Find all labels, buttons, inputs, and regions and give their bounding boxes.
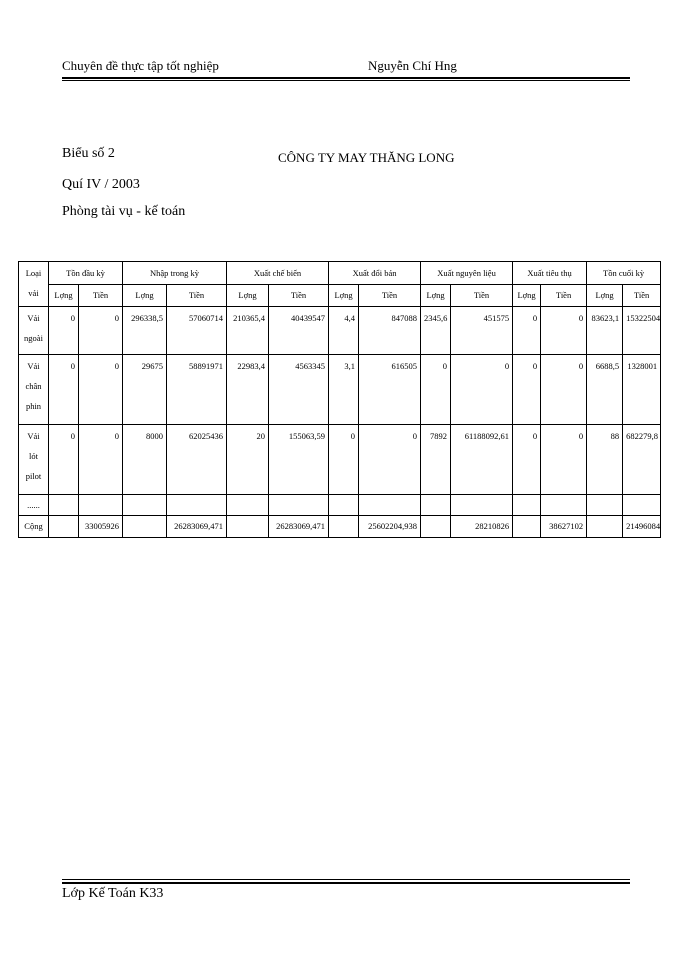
table-cell: 0 (79, 307, 123, 355)
empty-cell (513, 495, 541, 516)
table-cell: 15322504 (623, 307, 661, 355)
row-label-line: pilot (25, 471, 42, 481)
table-cell: 8000 (123, 425, 167, 495)
label-header-line: vải (28, 288, 39, 298)
row-label (19, 355, 49, 425)
qty-header: Lợng (227, 285, 269, 307)
row-label (19, 307, 49, 355)
row-label-line: Vải (27, 313, 40, 323)
header-title: Chuyên đề thực tập tốt nghiệp (62, 58, 219, 73)
qty-header: Lợng (123, 285, 167, 307)
table-cell: 83623,1 (587, 307, 623, 355)
amount-header: Tiền (623, 285, 661, 307)
amount-header: Tiền (541, 285, 587, 307)
total-cell (123, 516, 167, 538)
table-row (19, 355, 661, 425)
table-cell: 0 (79, 355, 123, 425)
table-cell: 62025436 (167, 425, 227, 495)
table-cell: 0 (421, 355, 451, 425)
table-cell: 0 (79, 425, 123, 495)
group-header: Tồn đầu kỳ (49, 262, 123, 285)
table-cell: 29675 (123, 355, 167, 425)
empty-cell (167, 495, 227, 516)
empty-cell (421, 495, 451, 516)
table-cell: 61188092,61 (451, 425, 513, 495)
table-cell: 0 (513, 307, 541, 355)
table-cell: 616505 (359, 355, 421, 425)
total-cell: 38627102 (541, 516, 587, 538)
empty-cell (541, 495, 587, 516)
table-cell: 210365,4 (227, 307, 269, 355)
group-header: Xuất đổi bán (329, 262, 421, 285)
table-cell: 155063,59 (269, 425, 329, 495)
amount-header: Tiền (359, 285, 421, 307)
table-cell: 0 (513, 355, 541, 425)
empty-cell (329, 495, 359, 516)
row-label-line: Vải (27, 431, 40, 441)
empty-cell (227, 495, 269, 516)
table-cell: 6688,5 (587, 355, 623, 425)
group-header: Xuất nguyên liệu (421, 262, 513, 285)
table-cell: 22983,4 (227, 355, 269, 425)
total-cell: 33005926 (79, 516, 123, 538)
table-cell: 0 (329, 425, 359, 495)
ellipsis-row (19, 495, 661, 516)
group-header: Xuất chế biến (227, 262, 329, 285)
total-cell (329, 516, 359, 538)
total-cell (49, 516, 79, 538)
total-cell: 26283069,471 (167, 516, 227, 538)
header-rule-thick (62, 77, 630, 79)
ellipsis-label: ...... (19, 495, 49, 516)
total-cell (513, 516, 541, 538)
row-label-line: chân (25, 381, 42, 391)
table-cell: 88 (587, 425, 623, 495)
row-label-line: phin (25, 401, 42, 411)
table-cell: 3,1 (329, 355, 359, 425)
row-label (19, 425, 49, 495)
header-row-groups (19, 262, 661, 285)
empty-cell (79, 495, 123, 516)
amount-header: Tiền (451, 285, 513, 307)
qty-header: Lợng (513, 285, 541, 307)
qty-header: Lợng (329, 285, 359, 307)
table-cell: 2345,6 (421, 307, 451, 355)
qty-header: Lợng (421, 285, 451, 307)
group-header: Nhập trong kỳ (123, 262, 227, 285)
qty-header: Lợng (587, 285, 623, 307)
total-cell: 21496084 (623, 516, 661, 538)
amount-header: Tiền (167, 285, 227, 307)
row-label-line: lót (29, 451, 38, 461)
total-cell: 25602204,938 (359, 516, 421, 538)
report-period: Quí IV / 2003 (62, 177, 140, 192)
table-cell: 0 (513, 425, 541, 495)
table-cell: 1328001 (623, 355, 661, 425)
form-number: Biểu số 2 (62, 146, 115, 161)
department: Phòng tài vụ - kế toán (62, 204, 186, 219)
table-cell: 0 (49, 307, 79, 355)
empty-cell (269, 495, 329, 516)
header-row-sub (19, 285, 661, 307)
page-header (62, 58, 630, 78)
amount-header: Tiền (269, 285, 329, 307)
table-cell: 0 (359, 425, 421, 495)
table-cell: 847088 (359, 307, 421, 355)
table-cell: 0 (541, 355, 587, 425)
qty-header: Lợng (49, 285, 79, 307)
inventory-table (18, 261, 661, 538)
table-cell: 682279,8 (623, 425, 661, 495)
table-cell: 0 (49, 355, 79, 425)
table-cell: 58891971 (167, 355, 227, 425)
table-cell: 0 (451, 355, 513, 425)
table-cell: 451575 (451, 307, 513, 355)
table-cell: 57060714 (167, 307, 227, 355)
footer-rule-thick (62, 882, 630, 884)
group-header: Xuất tiêu thụ (513, 262, 587, 285)
table-cell: 4563345 (269, 355, 329, 425)
empty-cell (123, 495, 167, 516)
total-cell (587, 516, 623, 538)
footer-class: Lớp Kế Toán K33 (62, 886, 164, 901)
empty-cell (451, 495, 513, 516)
label-header (19, 262, 49, 307)
table-cell: 0 (49, 425, 79, 495)
empty-cell (49, 495, 79, 516)
empty-cell (359, 495, 421, 516)
table-cell: 0 (541, 425, 587, 495)
header-rule-thin (62, 80, 630, 81)
footer-rule-thin (62, 879, 630, 880)
table-cell: 0 (541, 307, 587, 355)
label-header-line: Loại (25, 268, 42, 278)
empty-cell (587, 495, 623, 516)
row-label-line: ngoài (24, 333, 43, 343)
row-label-line: Vải (27, 361, 40, 371)
total-cell (227, 516, 269, 538)
table-cell: 20 (227, 425, 269, 495)
table-cell: 7892 (421, 425, 451, 495)
group-header: Tồn cuối kỳ (587, 262, 661, 285)
table-row (19, 307, 661, 355)
amount-header: Tiền (79, 285, 123, 307)
table-cell: 40439547 (269, 307, 329, 355)
total-row (19, 516, 661, 538)
total-cell (421, 516, 451, 538)
table-row (19, 425, 661, 495)
company-name: CÔNG TY MAY THĂNG LONG (278, 150, 455, 165)
total-cell: 26283069,471 (269, 516, 329, 538)
total-label: Cộng (19, 516, 49, 538)
table-cell: 296338,5 (123, 307, 167, 355)
table-cell: 4,4 (329, 307, 359, 355)
empty-cell (623, 495, 661, 516)
total-cell: 28210826 (451, 516, 513, 538)
header-author: Nguyễn Chí Hng (368, 58, 457, 73)
